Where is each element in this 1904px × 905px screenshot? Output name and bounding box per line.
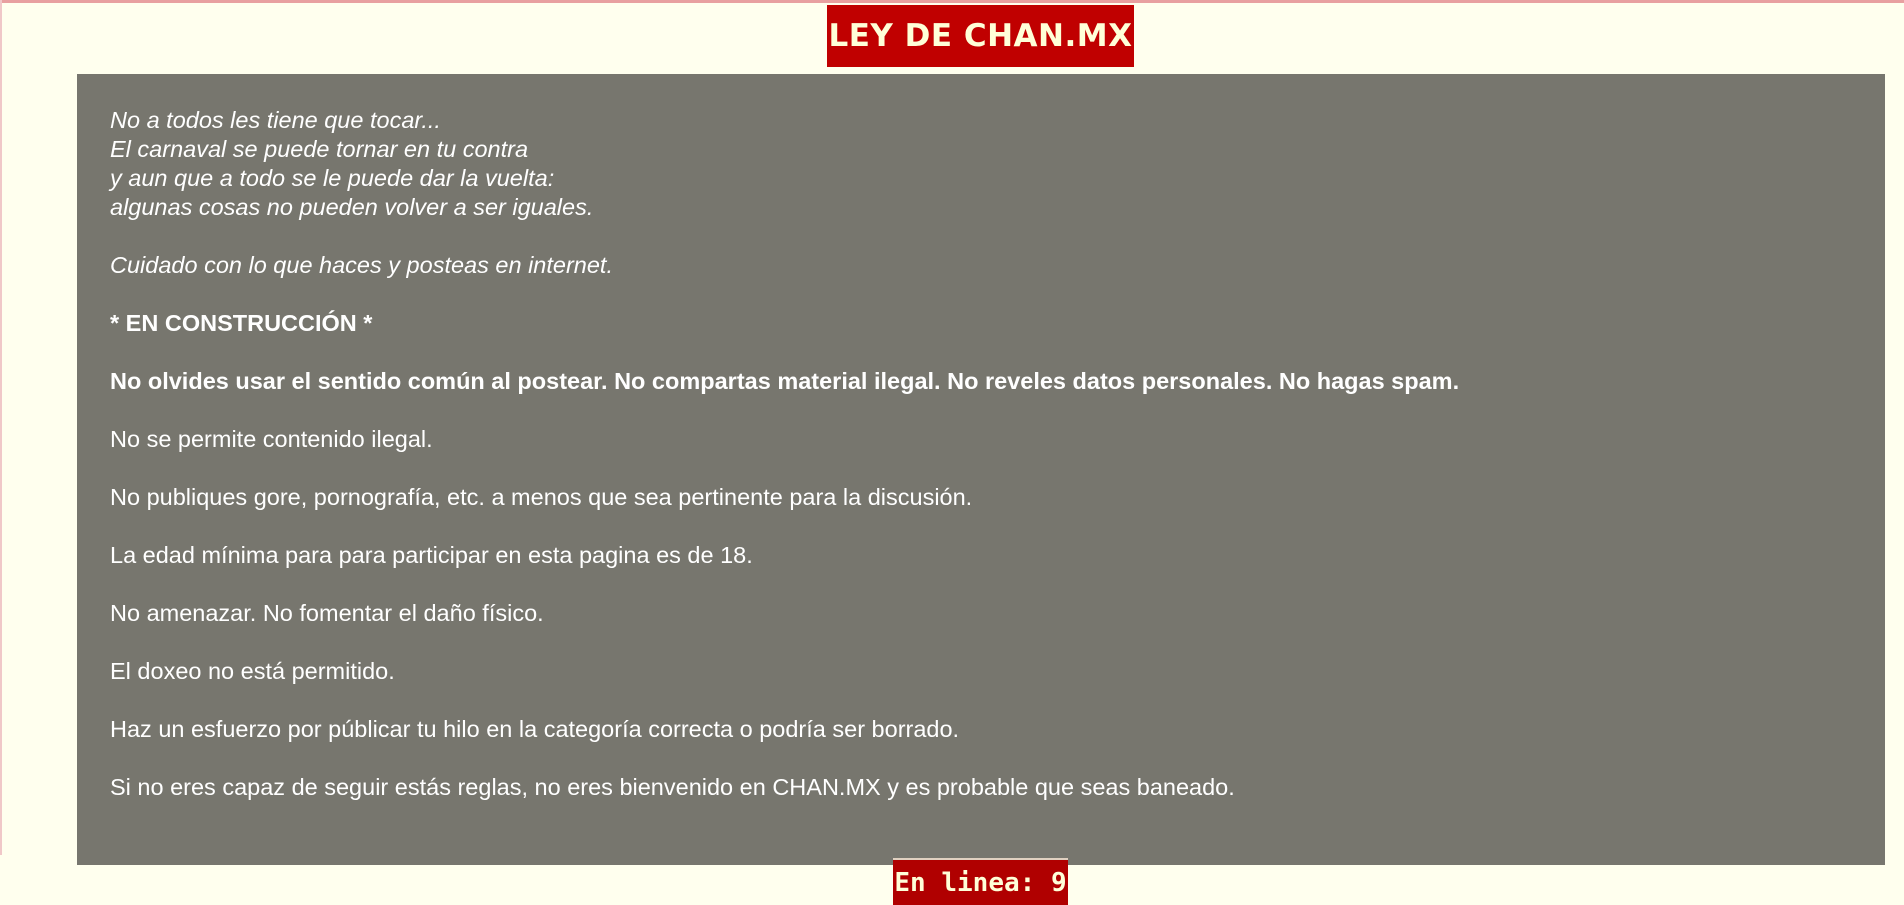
- poem-line: No a todos les tiene que tocar...: [110, 107, 441, 133]
- poem-line: y aun que a todo se le puede dar la vuelta:: [110, 165, 555, 191]
- rule-item: Haz un esfuerzo por públicar tu hilo en la categoría correcta o podría ser borrado.: [110, 716, 960, 742]
- rule-item: No amenazar. No fomentar el daño físico.: [110, 600, 544, 626]
- intro-poem: [110, 106, 1885, 222]
- page-title: LEY DE CHAN.MX: [827, 5, 1134, 67]
- rules-summary: No olvides usar el sentido común al postear. No compartas material ilegal. No reveles datos personales. No hagas spam.: [110, 368, 1460, 394]
- rule-item: No se permite contenido ilegal.: [110, 426, 433, 452]
- rules-panel: [77, 74, 1885, 865]
- rule-item: El doxeo no está permitido.: [110, 658, 395, 684]
- rule-item: No publiques gore, pornografía, etc. a menos que sea pertinente para la discusión.: [110, 484, 973, 510]
- poem-line: El carnaval se puede tornar en tu contra: [110, 136, 529, 162]
- intro-warning: Cuidado con lo que haces y posteas en internet.: [110, 252, 613, 278]
- top-border: [0, 0, 1904, 3]
- construction-notice: * EN CONSTRUCCIÓN *: [110, 310, 373, 336]
- online-users-badge: En linea: 9: [893, 858, 1068, 905]
- rule-item: Si no eres capaz de seguir estás reglas, no eres bienvenido en CHAN.MX y es probable que seas baneado.: [110, 774, 1235, 800]
- rule-item: La edad mínima para para participar en esta pagina es de 18.: [110, 542, 753, 568]
- left-border: [0, 0, 2, 855]
- poem-line: algunas cosas no pueden volver a ser iguales.: [110, 194, 594, 220]
